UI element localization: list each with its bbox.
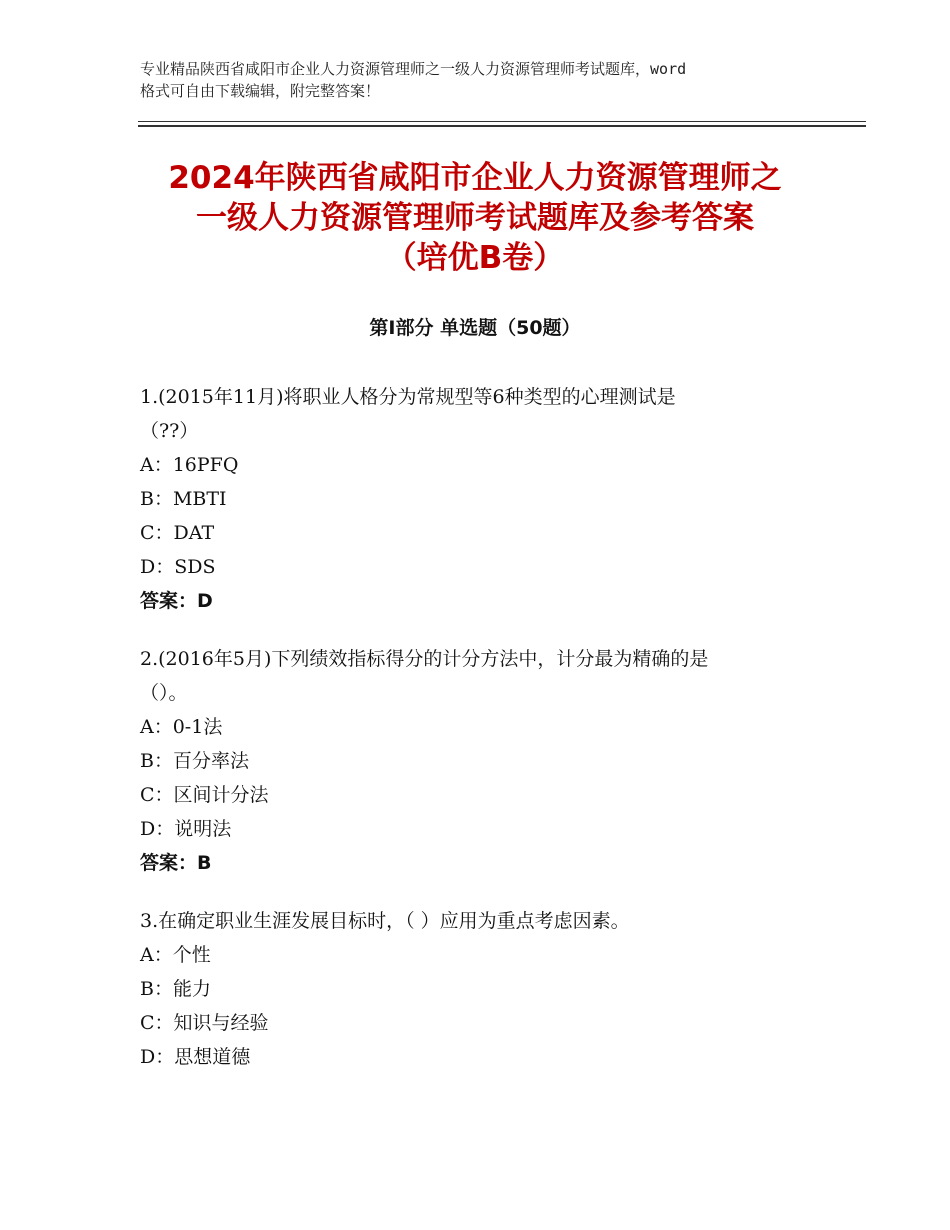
header-note-line-1: 专业精品陕西省咸阳市企业人力资源管理师之一级人力资源管理师考试题库，word	[140, 60, 687, 78]
document-title-line-1: 2024年陕西省咸阳市企业人力资源管理师之	[168, 160, 782, 196]
option-b: B：百分率法	[140, 750, 249, 772]
option-a: A：个性	[140, 944, 211, 966]
question-stem	[140, 904, 840, 938]
option-d: D：思想道德	[140, 1046, 251, 1068]
question-3	[140, 904, 840, 1074]
option-d: D：SDS	[140, 556, 216, 578]
header-divider-thick	[138, 125, 866, 127]
option-b: B：能力	[140, 978, 211, 1000]
answer: 答案：D	[140, 590, 213, 612]
question-1	[140, 380, 840, 618]
question-stem-line-2: （）。	[140, 682, 188, 704]
option-d: D：说明法	[140, 818, 232, 840]
option-a: A：16PFQ	[140, 454, 239, 476]
header-note-line-2: 格式可自由下载编辑，附完整答案！	[140, 82, 381, 100]
question-2	[140, 642, 840, 880]
header-note	[140, 58, 840, 102]
question-stem-line-1: 2.(2016年5月)下列绩效指标得分的计分方法中，计分最为精确的是	[140, 648, 709, 670]
answer: 答案：B	[140, 852, 212, 874]
question-stem	[140, 380, 840, 448]
question-stem-line-1: 3.在确定职业生涯发展目标时，（ ）应用为重点考虑因素。	[140, 910, 630, 932]
document-title-line-2: 一级人力资源管理师考试题库及参考答案	[196, 200, 754, 236]
option-c: C：DAT	[140, 522, 215, 544]
question-stem	[140, 642, 840, 710]
option-b: B：MBTI	[140, 488, 227, 510]
option-c: C：知识与经验	[140, 1012, 269, 1034]
document-title	[80, 158, 870, 278]
document-title-line-3: （培优B卷）	[385, 240, 565, 276]
question-stem-line-2: （??）	[140, 420, 199, 442]
question-stem-line-1: 1.(2015年11月)将职业人格分为常规型等6种类型的心理测试是	[140, 386, 676, 408]
option-c: C：区间计分法	[140, 784, 269, 806]
section-title: 第Ⅰ部分 单选题（50题）	[369, 317, 581, 339]
option-a: A：0-1法	[140, 716, 223, 738]
question-list	[140, 380, 840, 1098]
header-divider-thin	[138, 121, 866, 122]
